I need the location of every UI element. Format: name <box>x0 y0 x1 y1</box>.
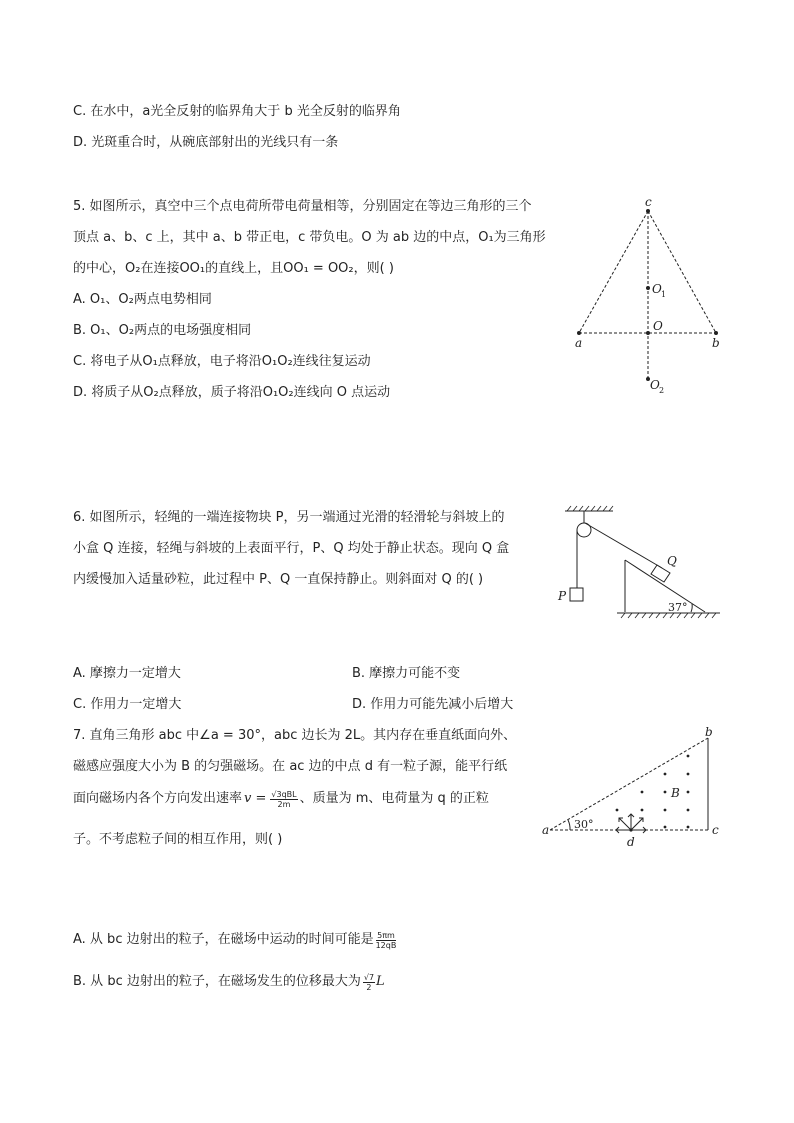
q5-label-o2-sub: 2 <box>659 386 665 395</box>
q7-label-d: d <box>627 835 635 849</box>
q7-stem-line3 <box>73 789 489 809</box>
q7-option-b-text: B. 从 bc 边射出的粒子，在磁场发生的位移最大为 <box>73 974 361 989</box>
q6-label-q: Q <box>667 554 677 568</box>
q5-option-b: B. O₁、O₂两点的电场强度相同 <box>73 323 252 338</box>
q5-label-o: O <box>653 319 663 333</box>
q7-stem-line3-b: 、质量为 m、电荷量为 q 的正粒 <box>299 791 489 806</box>
q5-option-d: D. 将质子从O₂点释放，质子将沿O₁O₂连线向 O 点运动 <box>73 385 391 400</box>
q7-label-b: b <box>705 726 713 739</box>
q6-stem-line1: 6. 如图所示，轻绳的一端连接物块 P，另一端通过光滑的轻滑轮与斜坡上的 <box>73 510 505 525</box>
q5-label-o2: O <box>650 378 660 392</box>
q6-stem-line2: 小盒 Q 连接，轻绳与斜坡的上表面平行，P、Q 均处于静止状态。现向 Q 盒 <box>73 541 510 556</box>
q5-stem-line2: 顶点 a、b、c 上，其中 a、b 带正电，c 带负电。O 为 ab 边的中点，O₁为三角形 <box>73 230 546 245</box>
q7-stem-line1: 7. 直角三角形 abc 中∠a = 30°，abc 边长为 2L。其内存在垂直纸面向外、 <box>73 728 517 743</box>
q7-option-b-denominator: 2 <box>366 982 372 992</box>
q7-velocity-fraction <box>270 790 297 809</box>
q7-option-b-fraction <box>363 973 375 992</box>
q7-stem-line2: 磁感应强度大小为 B 的匀强磁场。在 ac 边的中点 d 有一粒子源，能平行纸 <box>73 759 508 774</box>
q7-option-b <box>73 972 385 992</box>
q6-label-angle: 37° <box>668 601 688 614</box>
q7-magnetic-triangle-figure <box>538 726 728 854</box>
q7-label-c: c <box>712 823 719 837</box>
q7-option-a-numerator: 5πm <box>377 930 395 940</box>
q7-option-a <box>73 930 396 950</box>
q6-option-a: A. 摩擦力一定增大 <box>73 666 181 681</box>
q4-option-d: D. 光斑重合时，从碗底部射出的光线只有一条 <box>73 135 339 150</box>
q5-stem-line1: 5. 如图所示，真空中三个点电荷所带电荷量相等，分别固定在等边三角形的三个 <box>73 199 532 214</box>
q5-option-a: A. O₁、O₂两点电势相同 <box>73 292 212 307</box>
q7-option-a-denominator: 12qB <box>375 940 397 950</box>
q7-label-b-field: B <box>671 786 680 800</box>
q7-velocity-numerator: √3qBL <box>271 789 297 799</box>
q7-stem-line4: 子。不考虑粒子间的相互作用，则( ) <box>73 832 283 847</box>
q7-option-a-text: A. 从 bc 边射出的粒子，在磁场中运动的时间可能是 <box>73 932 374 947</box>
q5-label-o1-sub: 1 <box>661 290 667 299</box>
q7-option-b-unit: L <box>376 974 385 989</box>
q5-label-o1: O <box>652 282 662 296</box>
q7-label-angle: 30° <box>574 818 594 831</box>
q6-option-b: B. 摩擦力可能不变 <box>352 666 461 681</box>
q7-option-a-fraction <box>376 931 397 950</box>
q6-stem-line3: 内缓慢加入适量砂粒，此过程中 P、Q 一直保持静止。则斜面对 Q 的( ) <box>73 572 484 587</box>
q6-option-c: C. 作用力一定增大 <box>73 697 182 712</box>
q5-stem-line3: 的中心，O₂在连接OO₁的直线上，且OO₁ = OO₂，则( ) <box>73 261 394 276</box>
q5-label-c: c <box>645 195 652 209</box>
q4-option-c: C. 在水中，a光全反射的临界角大于 b 光全反射的临界角 <box>73 104 401 119</box>
q5-label-b: b <box>712 336 720 350</box>
q5-triangle-figure <box>570 195 730 395</box>
q7-velocity-symbol: v = <box>244 791 267 806</box>
q6-label-p: P <box>558 589 567 603</box>
q5-label-a: a <box>575 336 583 350</box>
q7-option-b-numerator: √7 <box>363 972 375 982</box>
q7-velocity-denominator: 2m <box>277 799 291 809</box>
q7-stem-line3-a: 面向磁场内各个方向发出速率 <box>73 791 243 806</box>
q6-incline-figure <box>555 505 730 625</box>
q7-label-a: a <box>542 823 550 837</box>
q6-option-d: D. 作用力可能先减小后增大 <box>352 697 514 712</box>
q5-option-c: C. 将电子从O₁点释放，电子将沿O₁O₂连线往复运动 <box>73 354 371 369</box>
